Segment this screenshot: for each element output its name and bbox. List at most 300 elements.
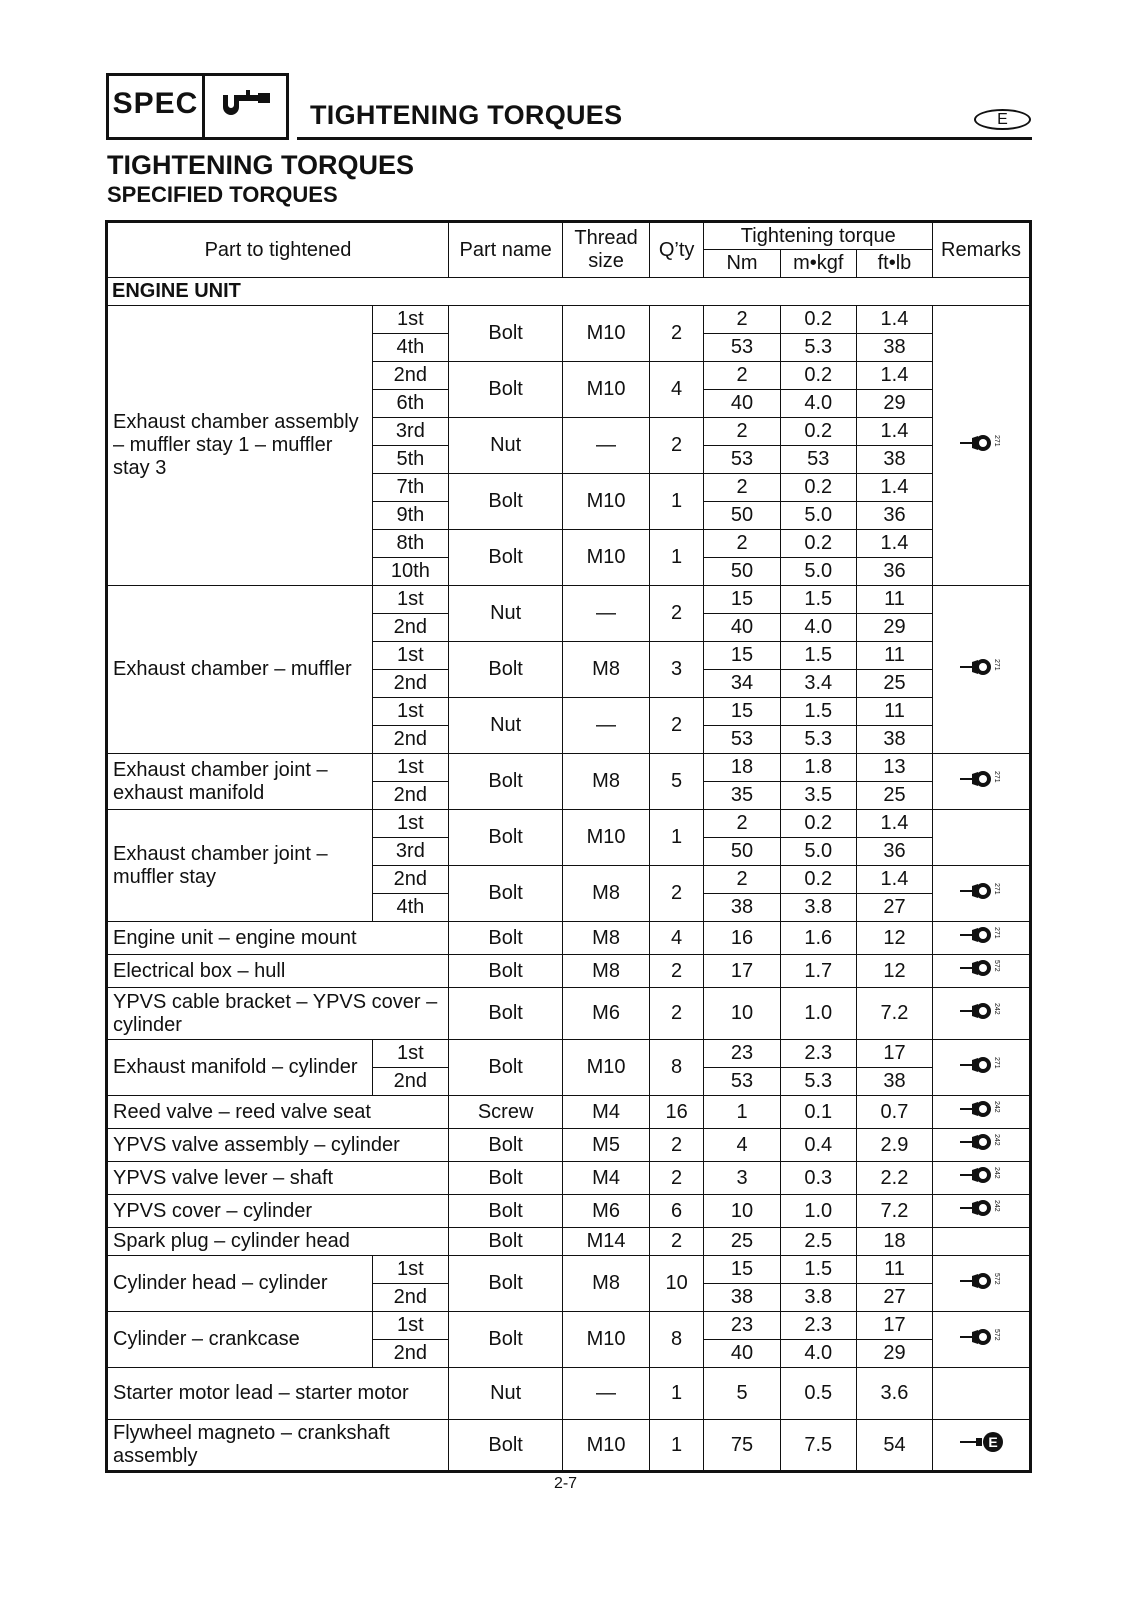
thread-cell: M8 (563, 642, 650, 698)
remarks-cell (933, 1228, 1031, 1256)
remarks-cell (933, 810, 1031, 866)
part-cell: YPVS cable bracket – YPVS cover – cylinder (107, 988, 449, 1040)
nm-cell: 23 (704, 1312, 780, 1340)
remarks-cell (933, 988, 1031, 1040)
mkgf-cell: 0.2 (780, 418, 856, 446)
remarks-cell (933, 922, 1031, 955)
nm-cell: 2 (704, 306, 780, 334)
qty-cell: 1 (649, 474, 704, 530)
ftlb-cell: 12 (856, 922, 932, 955)
nm-cell: 10 (704, 988, 780, 1040)
mkgf-cell: 3.8 (780, 894, 856, 922)
part-cell: Reed valve – reed valve seat (107, 1096, 449, 1129)
part-name-cell: Bolt (448, 362, 562, 418)
nm-cell: 38 (704, 894, 780, 922)
mkgf-cell: 7.5 (780, 1420, 856, 1472)
part-name-cell: Bolt (448, 1312, 562, 1368)
nm-cell: 15 (704, 586, 780, 614)
torque-table (105, 220, 1032, 1473)
spec-label: SPEC (109, 76, 205, 137)
step-cell: 2nd (372, 362, 448, 390)
part-cell: Engine unit – engine mount (107, 922, 449, 955)
ftlb-cell: 36 (856, 502, 932, 530)
ftlb-cell: 11 (856, 642, 932, 670)
nm-cell: 25 (704, 1228, 780, 1256)
mkgf-cell: 4.0 (780, 1340, 856, 1368)
ftlb-cell: 1.4 (856, 474, 932, 502)
thread-cell: M8 (563, 754, 650, 810)
remarks-cell (933, 1256, 1031, 1312)
ftlb-cell: 0.7 (856, 1096, 932, 1129)
part-name-cell: Bolt (448, 306, 562, 362)
grease-gun-icon (958, 1429, 1004, 1461)
col-ftlb: ft•lb (856, 250, 932, 278)
nm-cell: 34 (704, 670, 780, 698)
svg-text:271: 271 (993, 927, 1001, 939)
part-name-cell: Nut (448, 418, 562, 474)
part-name-cell: Bolt (448, 955, 562, 988)
remarks-cell (933, 306, 1031, 586)
table-row (107, 586, 1031, 614)
part-name-cell: Bolt (448, 1228, 562, 1256)
ftlb-cell: 36 (856, 838, 932, 866)
remarks-cell (933, 955, 1031, 988)
thread-locking-agent-icon (958, 1096, 1004, 1128)
part-name-cell: Bolt (448, 1256, 562, 1312)
page-number: 2-7 (553, 1475, 578, 1492)
part-cell: Starter motor lead – starter motor (107, 1368, 449, 1420)
qty-cell: 2 (649, 955, 704, 988)
step-cell: 4th (372, 334, 448, 362)
step-cell: 1st (372, 810, 448, 838)
table-row (107, 306, 1031, 334)
mkgf-cell: 5.0 (780, 502, 856, 530)
thread-cell: M8 (563, 922, 650, 955)
col-tightening-torque: Tightening torque (704, 222, 933, 250)
thread-cell: — (563, 698, 650, 754)
language-badge: E (974, 109, 1031, 130)
nm-cell: 38 (704, 1284, 780, 1312)
svg-text:242: 242 (993, 1167, 1001, 1179)
thread-locking-agent-icon (958, 1268, 1004, 1300)
table-row (107, 1195, 1031, 1228)
step-cell: 1st (372, 642, 448, 670)
part-name-cell: Bolt (448, 642, 562, 698)
part-cell: YPVS valve assembly – cylinder (107, 1129, 449, 1162)
thread-locking-agent-icon (958, 1129, 1004, 1161)
part-name-cell: Bolt (448, 754, 562, 810)
qty-cell: 2 (649, 1129, 704, 1162)
nm-cell: 2 (704, 418, 780, 446)
step-cell: 1st (372, 1040, 448, 1068)
nm-cell: 18 (704, 754, 780, 782)
header-rule (297, 137, 1032, 140)
qty-cell: 4 (649, 922, 704, 955)
qty-cell: 2 (649, 586, 704, 642)
part-name-cell: Bolt (448, 866, 562, 922)
thread-cell: M10 (563, 362, 650, 418)
torque-wrench-icon (205, 76, 286, 137)
ftlb-cell: 29 (856, 390, 932, 418)
step-cell: 4th (372, 894, 448, 922)
nm-cell: 15 (704, 698, 780, 726)
qty-cell: 2 (649, 866, 704, 922)
mkgf-cell: 4.0 (780, 390, 856, 418)
table-row (107, 955, 1031, 988)
svg-text:271: 271 (993, 1056, 1001, 1069)
part-name-cell: Bolt (448, 1129, 562, 1162)
thread-cell: M10 (563, 474, 650, 530)
step-cell: 3rd (372, 838, 448, 866)
header-row (107, 222, 1031, 250)
table-row (107, 922, 1031, 955)
step-cell: 1st (372, 754, 448, 782)
remarks-cell (933, 754, 1031, 810)
mkgf-cell: 3.4 (780, 670, 856, 698)
ftlb-cell: 11 (856, 586, 932, 614)
part-cell: Exhaust chamber joint – muffler stay (107, 810, 373, 922)
thread-cell: M14 (563, 1228, 650, 1256)
table-row (107, 1096, 1031, 1129)
part-name-cell: Bolt (448, 810, 562, 866)
table-row (107, 754, 1031, 782)
thread-locking-agent-icon (958, 922, 1004, 954)
mkgf-cell: 0.2 (780, 474, 856, 502)
ftlb-cell: 29 (856, 614, 932, 642)
mkgf-cell: 4.0 (780, 614, 856, 642)
thread-cell: — (563, 1368, 650, 1420)
ftlb-cell: 13 (856, 754, 932, 782)
part-cell: Flywheel magneto – crankshaft assembly (107, 1420, 449, 1472)
nm-cell: 35 (704, 782, 780, 810)
remarks-cell (933, 1129, 1031, 1162)
nm-cell: 16 (704, 922, 780, 955)
qty-cell: 2 (649, 418, 704, 474)
ftlb-cell: 12 (856, 955, 932, 988)
part-name-cell: Nut (448, 1368, 562, 1420)
mkgf-cell: 0.2 (780, 530, 856, 558)
nm-cell: 53 (704, 1068, 780, 1096)
qty-cell: 1 (649, 1368, 704, 1420)
ftlb-cell: 1.4 (856, 362, 932, 390)
thread-cell: M5 (563, 1129, 650, 1162)
part-name-cell: Nut (448, 586, 562, 642)
nm-cell: 1 (704, 1096, 780, 1129)
qty-cell: 4 (649, 362, 704, 418)
part-name-cell: Bolt (448, 1162, 562, 1195)
ftlb-cell: 1.4 (856, 810, 932, 838)
mkgf-cell: 5.3 (780, 726, 856, 754)
col-qty: Q’ty (649, 222, 704, 278)
step-cell: 2nd (372, 1284, 448, 1312)
mkgf-cell: 0.2 (780, 362, 856, 390)
mkgf-cell: 2.3 (780, 1040, 856, 1068)
step-cell: 10th (372, 558, 448, 586)
ftlb-cell: 1.4 (856, 866, 932, 894)
engine-unit-label: ENGINE UNIT (107, 278, 1031, 306)
col-nm: Nm (704, 250, 780, 278)
thread-cell: M4 (563, 1096, 650, 1129)
mkgf-cell: 0.1 (780, 1096, 856, 1129)
step-cell: 6th (372, 390, 448, 418)
ftlb-cell: 11 (856, 1256, 932, 1284)
part-cell: Electrical box – hull (107, 955, 449, 988)
thread-locking-agent-icon (958, 654, 1004, 686)
spec-header-box (106, 73, 289, 140)
table-row (107, 988, 1031, 1040)
qty-cell: 3 (649, 642, 704, 698)
mkgf-cell: 1.5 (780, 642, 856, 670)
step-cell: 1st (372, 586, 448, 614)
part-name-cell: Bolt (448, 1195, 562, 1228)
mkgf-cell: 3.5 (780, 782, 856, 810)
nm-cell: 40 (704, 1340, 780, 1368)
nm-cell: 53 (704, 334, 780, 362)
qty-cell: 2 (649, 1162, 704, 1195)
qty-cell: 2 (649, 306, 704, 362)
nm-cell: 2 (704, 810, 780, 838)
qty-cell: 1 (649, 1420, 704, 1472)
nm-cell: 2 (704, 474, 780, 502)
svg-text:572: 572 (993, 1328, 1001, 1341)
thread-cell: M8 (563, 955, 650, 988)
ftlb-cell: 25 (856, 670, 932, 698)
ftlb-cell: 27 (856, 894, 932, 922)
thread-locking-agent-icon (958, 878, 1004, 910)
mkgf-cell: 0.2 (780, 306, 856, 334)
table-row (107, 1162, 1031, 1195)
nm-cell: 4 (704, 1129, 780, 1162)
thread-cell: — (563, 418, 650, 474)
step-cell: 7th (372, 474, 448, 502)
qty-cell: 5 (649, 754, 704, 810)
ftlb-cell: 3.6 (856, 1368, 932, 1420)
thread-locking-agent-icon (958, 766, 1004, 798)
step-cell: 9th (372, 502, 448, 530)
mkgf-cell: 0.2 (780, 866, 856, 894)
step-cell: 2nd (372, 614, 448, 642)
mkgf-cell: 0.2 (780, 810, 856, 838)
ftlb-cell: 2.2 (856, 1162, 932, 1195)
thread-cell: M10 (563, 1420, 650, 1472)
mkgf-cell: 0.3 (780, 1162, 856, 1195)
mkgf-cell: 5.0 (780, 558, 856, 586)
ftlb-cell: 27 (856, 1284, 932, 1312)
part-cell: Spark plug – cylinder head (107, 1228, 449, 1256)
engine-unit-row (107, 278, 1031, 306)
step-cell: 2nd (372, 1340, 448, 1368)
nm-cell: 53 (704, 726, 780, 754)
thread-cell: M8 (563, 1256, 650, 1312)
thread-locking-agent-icon (958, 998, 1004, 1030)
thread-locking-agent-icon (958, 955, 1004, 987)
nm-cell: 15 (704, 1256, 780, 1284)
qty-cell: 1 (649, 810, 704, 866)
part-cell: Exhaust chamber joint – exhaust manifold (107, 754, 373, 810)
remarks-cell (933, 586, 1031, 754)
remarks-cell (933, 1368, 1031, 1420)
ftlb-cell: 11 (856, 698, 932, 726)
qty-cell: 2 (649, 1228, 704, 1256)
svg-text:271: 271 (993, 434, 1001, 447)
ftlb-cell: 7.2 (856, 988, 932, 1040)
qty-cell: 8 (649, 1312, 704, 1368)
table-row (107, 1312, 1031, 1340)
remarks-cell (933, 1420, 1031, 1472)
thread-cell: M10 (563, 306, 650, 362)
svg-text:271: 271 (993, 658, 1001, 671)
col-mkgf: m•kgf (780, 250, 856, 278)
step-cell: 1st (372, 698, 448, 726)
table-row (107, 1256, 1031, 1284)
ftlb-cell: 1.4 (856, 418, 932, 446)
remarks-cell (933, 1096, 1031, 1129)
table-row (107, 1420, 1031, 1472)
nm-cell: 5 (704, 1368, 780, 1420)
table-row (107, 1129, 1031, 1162)
qty-cell: 2 (649, 698, 704, 754)
svg-text:572: 572 (993, 960, 1001, 972)
nm-cell: 3 (704, 1162, 780, 1195)
svg-text:572: 572 (993, 1272, 1001, 1285)
thread-cell: M10 (563, 1040, 650, 1096)
thread-cell: — (563, 586, 650, 642)
table-row (107, 1368, 1031, 1420)
mkgf-cell: 0.5 (780, 1368, 856, 1420)
nm-cell: 10 (704, 1195, 780, 1228)
col-thread-size: Thread size (563, 222, 650, 278)
qty-cell: 16 (649, 1096, 704, 1129)
qty-cell: 10 (649, 1256, 704, 1312)
thread-locking-agent-icon (958, 1052, 1004, 1084)
col-remarks: Remarks (933, 222, 1031, 278)
svg-text:242: 242 (993, 1200, 1001, 1212)
nm-cell: 50 (704, 838, 780, 866)
part-cell: Exhaust chamber assembly – muffler stay 1 – muffler stay 3 (107, 306, 373, 586)
ftlb-cell: 38 (856, 446, 932, 474)
mkgf-cell: 5.3 (780, 1068, 856, 1096)
step-cell: 2nd (372, 782, 448, 810)
thread-cell: M4 (563, 1162, 650, 1195)
thread-locking-agent-icon (958, 1162, 1004, 1194)
section-title: TIGHTENING TORQUES (107, 150, 415, 180)
thread-locking-agent-icon (958, 1195, 1004, 1227)
part-cell: YPVS valve lever – shaft (107, 1162, 449, 1195)
ftlb-cell: 29 (856, 1340, 932, 1368)
step-cell: 2nd (372, 670, 448, 698)
mkgf-cell: 1.6 (780, 922, 856, 955)
step-cell: 2nd (372, 1068, 448, 1096)
mkgf-cell: 1.0 (780, 1195, 856, 1228)
ftlb-cell: 7.2 (856, 1195, 932, 1228)
mkgf-cell: 1.5 (780, 1256, 856, 1284)
svg-text:271: 271 (993, 882, 1001, 895)
nm-cell: 75 (704, 1420, 780, 1472)
part-name-cell: Bolt (448, 988, 562, 1040)
mkgf-cell: 1.7 (780, 955, 856, 988)
step-cell: 5th (372, 446, 448, 474)
step-cell: 1st (372, 1312, 448, 1340)
thread-locking-agent-icon (958, 430, 1004, 462)
ftlb-cell: 38 (856, 334, 932, 362)
mkgf-cell: 1.5 (780, 586, 856, 614)
part-name-cell: Bolt (448, 474, 562, 530)
part-name-cell: Bolt (448, 1040, 562, 1096)
qty-cell: 2 (649, 988, 704, 1040)
thread-cell: M10 (563, 1312, 650, 1368)
nm-cell: 15 (704, 642, 780, 670)
part-cell: YPVS cover – cylinder (107, 1195, 449, 1228)
mkgf-cell: 5.0 (780, 838, 856, 866)
table-row (107, 810, 1031, 838)
ftlb-cell: 17 (856, 1312, 932, 1340)
nm-cell: 50 (704, 558, 780, 586)
ftlb-cell: 18 (856, 1228, 932, 1256)
thread-cell: M10 (563, 810, 650, 866)
col-part-name: Part name (448, 222, 562, 278)
svg-text:271: 271 (993, 770, 1001, 783)
part-name-cell: Bolt (448, 922, 562, 955)
part-cell: Exhaust chamber – muffler (107, 586, 373, 754)
mkgf-cell: 1.8 (780, 754, 856, 782)
ftlb-cell: 25 (856, 782, 932, 810)
table-row (107, 1228, 1031, 1256)
subsection-title: SPECIFIED TORQUES (107, 182, 338, 207)
mkgf-cell: 0.4 (780, 1129, 856, 1162)
nm-cell: 53 (704, 446, 780, 474)
svg-text:242: 242 (993, 1134, 1001, 1146)
table-row (107, 1040, 1031, 1068)
remarks-cell (933, 1162, 1031, 1195)
remarks-cell (933, 866, 1031, 922)
mkgf-cell: 1.5 (780, 698, 856, 726)
ftlb-cell: 2.9 (856, 1129, 932, 1162)
ftlb-cell: 1.4 (856, 306, 932, 334)
nm-cell: 40 (704, 614, 780, 642)
part-name-cell: Bolt (448, 530, 562, 586)
mkgf-cell: 3.8 (780, 1284, 856, 1312)
nm-cell: 40 (704, 390, 780, 418)
thread-cell: M6 (563, 988, 650, 1040)
mkgf-cell: 1.0 (780, 988, 856, 1040)
qty-cell: 6 (649, 1195, 704, 1228)
nm-cell: 17 (704, 955, 780, 988)
remarks-cell (933, 1040, 1031, 1096)
nm-cell: 50 (704, 502, 780, 530)
ftlb-cell: 38 (856, 726, 932, 754)
part-name-cell: Screw (448, 1096, 562, 1129)
col-part: Part to tightened (107, 222, 449, 278)
svg-text:242: 242 (993, 1002, 1001, 1015)
svg-text:242: 242 (993, 1101, 1001, 1113)
mkgf-cell: 53 (780, 446, 856, 474)
mkgf-cell: 5.3 (780, 334, 856, 362)
ftlb-cell: 1.4 (856, 530, 932, 558)
qty-cell: 8 (649, 1040, 704, 1096)
nm-cell: 23 (704, 1040, 780, 1068)
step-cell: 2nd (372, 866, 448, 894)
header-title: TIGHTENING TORQUES (310, 100, 623, 130)
step-cell: 8th (372, 530, 448, 558)
part-cell: Exhaust manifold – cylinder (107, 1040, 373, 1096)
thread-cell: M10 (563, 530, 650, 586)
step-cell: 1st (372, 306, 448, 334)
step-cell: 2nd (372, 726, 448, 754)
mkgf-cell: 2.3 (780, 1312, 856, 1340)
part-name-cell: Nut (448, 698, 562, 754)
part-cell: Cylinder head – cylinder (107, 1256, 373, 1312)
nm-cell: 2 (704, 530, 780, 558)
